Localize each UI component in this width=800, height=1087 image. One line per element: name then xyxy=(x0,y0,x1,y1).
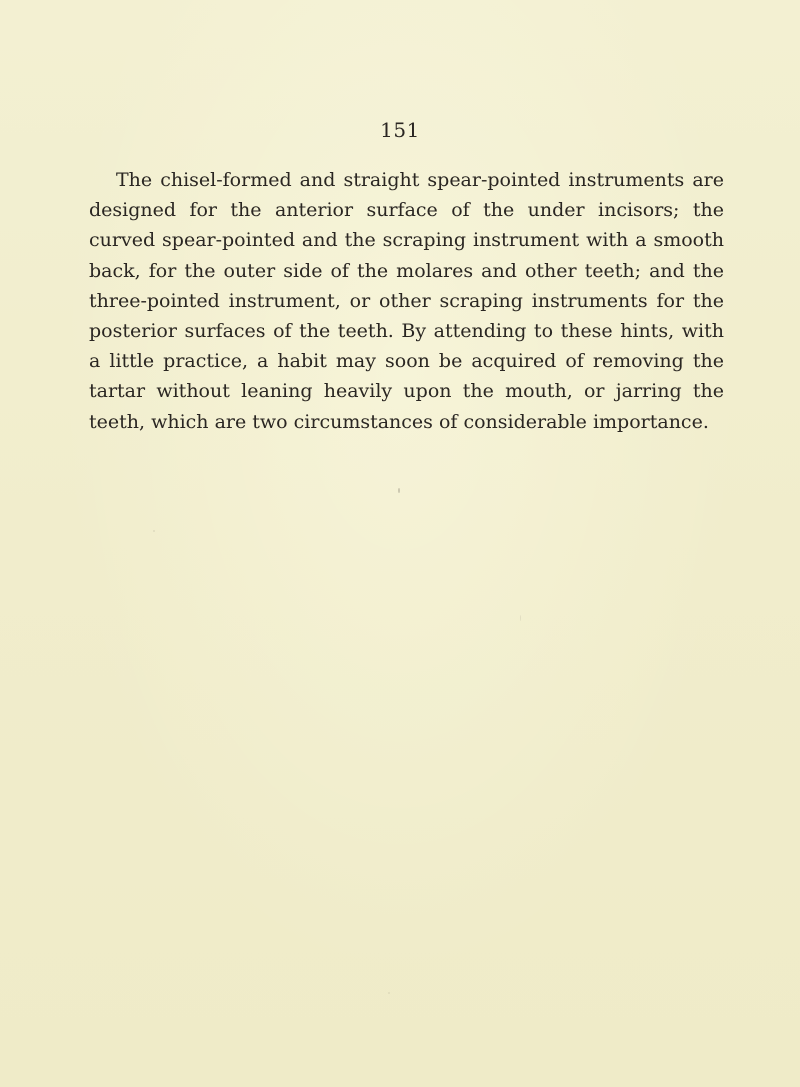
body-paragraph: The chisel-formed and straight spear-pointed instruments are designed for the anterior surface of the under incisors; the curved spear-pointed and the scraping instrument with a smooth back, for the outer side of the molares and other teeth; and the three-pointed instrument, or other scraping instruments for the posterior surfaces of the teeth. By attending to these hints, with a little practice, a habit may soon be acquired of removing the tartar without leaning heavily upon the mouth, or jarring the teeth, which are two circumstances of considerable importance. xyxy=(89,169,724,433)
paper-speck xyxy=(398,488,400,493)
page-number: 151 xyxy=(380,118,420,142)
paper-speck xyxy=(153,530,155,532)
paper-speck xyxy=(520,615,521,621)
paper-speck xyxy=(388,992,390,994)
